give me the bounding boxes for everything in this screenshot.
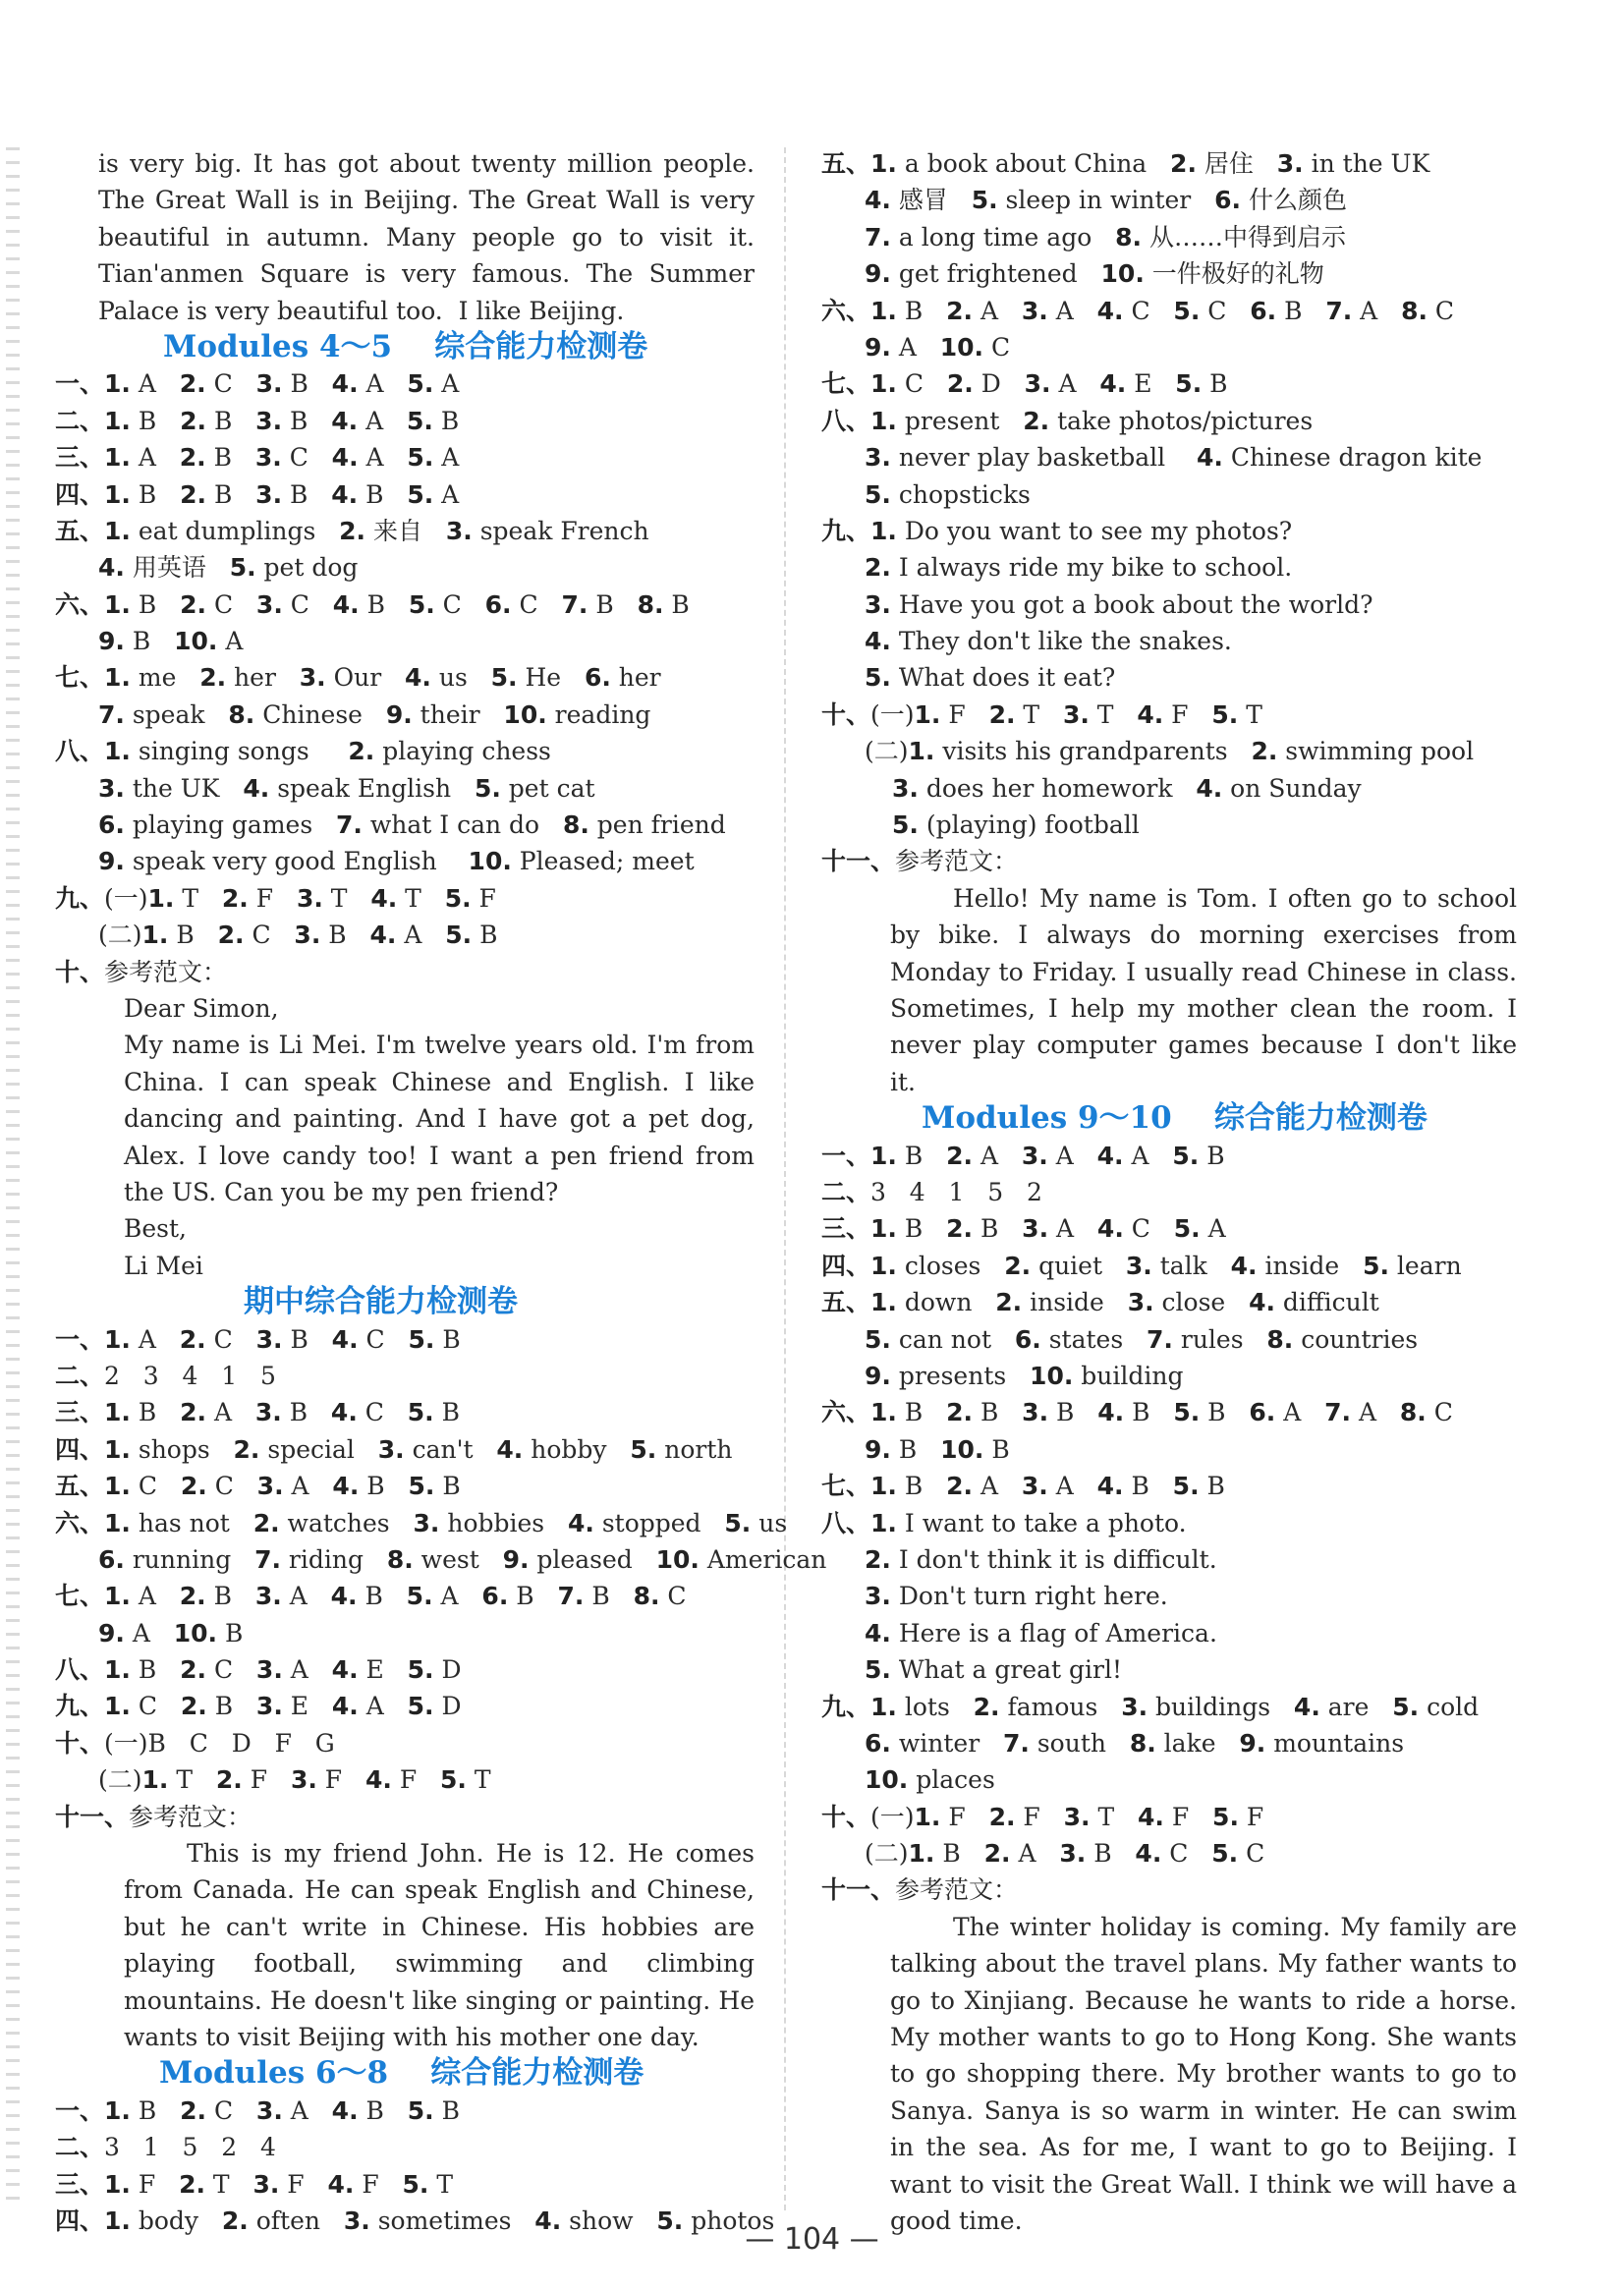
answer-line: 七、1. B 2. A 3. A 4. B 5. B xyxy=(821,1472,1225,1501)
answer-line: 八、1. present 2. take photos/pictures xyxy=(821,406,1314,435)
answer-line: 9. get frightened 10. 一件极好的礼物 xyxy=(865,259,1324,289)
answer-line: 9. speak very good English 10. Pleased; meet xyxy=(98,847,695,876)
answer-line: 五、1. down 2. inside 3. close 4. difficult xyxy=(821,1288,1379,1317)
answer-line: (二)1. B 2. A 3. B 4. C 5. C xyxy=(865,1839,1265,1869)
answer-line: 3. Don't turn right here. xyxy=(865,1582,1168,1611)
answer-line: 八、1. I want to take a photo. xyxy=(821,1508,1187,1537)
answer-line: 二、3 1 5 2 4 xyxy=(55,2133,276,2162)
answer-line: 6. playing games 7. what I can do 8. pen friend xyxy=(98,810,726,840)
answer-line: (二)1. visits his grandparents 2. swimming pool xyxy=(865,737,1475,766)
section-title-midterm: 期中综合能力检测卷 xyxy=(244,1284,518,1320)
answer-line: 三、1. B 2. A 3. B 4. C 5. B xyxy=(55,1398,460,1427)
answer-line: 4. They don't like the snakes. xyxy=(865,627,1232,656)
answer-line: 4. 用英语 5. pet dog xyxy=(98,553,359,583)
answer-line: 9. B 10. A xyxy=(98,627,244,656)
section-title-modules-4-5: Modules 4～5 综合能力检测卷 xyxy=(163,328,648,364)
right-column xyxy=(821,145,1517,2240)
answer-line: 4. 感冒 5. sleep in winter 6. 什么颜色 xyxy=(865,186,1347,215)
answer-line: 六、1. B 2. A 3. A 4. C 5. C 6. B 7. A 8. C xyxy=(821,296,1455,325)
answer-line: 五、1. eat dumplings 2. 来自 3. speak French xyxy=(55,516,649,545)
answer-line: 5. (playing) football xyxy=(892,810,1140,840)
answer-line: 7. speak 8. Chinese 9. their 10. reading xyxy=(98,699,651,729)
answer-line: 三、1. B 2. B 3. A 4. C 5. A xyxy=(821,1214,1226,1244)
answer-line: 八、1. singing songs 2. playing chess xyxy=(55,737,551,766)
modules-6-8-essay: Hello! My name is Tom. I often go to school by bike. I always do morning exercises from Monday to Friday. I usually read Chinese in class. Sometimes, I help my mother clean the room. I never play computer games because I don't like it. xyxy=(890,883,1517,1096)
left-column xyxy=(55,145,827,2239)
answer-line: 二、2 3 4 1 5 xyxy=(55,1361,276,1390)
answer-line: 一、1. B 2. C 3. A 4. B 5. B xyxy=(55,2095,460,2125)
answer-line: 六、1. B 2. B 3. B 4. B 5. B 6. A 7. A 8. C xyxy=(821,1398,1453,1427)
answer-line: 6. running 7. riding 8. west 9. pleased 10. American xyxy=(98,1544,827,1574)
modules-9-10-essay: The winter holiday is coming. My family are talking about the travel plans. My father wants to go to Xinjiang. Because he wants to ride a horse. My mother wants to go to Hong Kong. She wants to go shopping there. My brother wants to go to Sanya. Sanya is so warm in winter. He can swim in the sea. As for me, I want to go to Beijing. I want to visit the Great Wall. I think we will have a good time. xyxy=(890,1912,1517,2236)
answer-line: 十、(一)B C D F G xyxy=(55,1728,335,1758)
answer-line: 六、1. B 2. C 3. C 4. B 5. C 6. C 7. B 8. B xyxy=(55,589,690,619)
answer-line: 五、1. C 2. C 3. A 4. B 5. B xyxy=(55,1472,461,1501)
essay-line: Tian'anmen Square is very famous. The Summer xyxy=(98,259,755,289)
answer-line: 4. Here is a flag of America. xyxy=(865,1618,1217,1648)
section-title-modules-9-10: Modules 9～10 综合能力检测卷 xyxy=(922,1100,1428,1137)
page-number: — 104 — xyxy=(745,2222,879,2257)
answer-line: 3. never play basketball 4. Chinese dragon kite xyxy=(865,443,1483,473)
essay-line: The Great Wall is in Beijing. The Great Wall is very xyxy=(98,186,755,215)
answer-line: 二、3 4 1 5 2 xyxy=(821,1178,1042,1207)
answer-line: 四、1. shops 2. special 3. can't 4. hobby 5. north xyxy=(55,1434,733,1464)
answer-line: 3. Have you got a book about the world? xyxy=(865,589,1373,619)
answer-line: (二)1. T 2. F 3. F 4. F 5. T xyxy=(98,1765,491,1795)
answer-line: 十、(一)1. F 2. F 3. T 4. F 5. F xyxy=(821,1802,1264,1831)
answer-line: 三、1. F 2. T 3. F 4. F 5. T xyxy=(55,2169,454,2199)
page-edge-decoration xyxy=(6,147,20,2210)
answer-line: 5. chopsticks xyxy=(865,479,1031,509)
essay-line: is very big. It has got about twenty million people. xyxy=(98,149,755,178)
column-divider xyxy=(784,147,786,2210)
answer-line: 十、参考范文： xyxy=(55,957,228,986)
answer-line: 6. winter 7. south 8. lake 9. mountains xyxy=(865,1728,1405,1758)
answer-line: 七、1. C 2. D 3. A 4. E 5. B xyxy=(821,369,1228,399)
answer-line: 九、1. lots 2. famous 3. buildings 4. are 5. cold xyxy=(821,1692,1480,1721)
answer-line: 2. I always ride my bike to school. xyxy=(865,553,1293,583)
answer-line: 三、1. A 2. B 3. C 4. A 5. A xyxy=(55,443,460,473)
answer-line: 八、1. B 2. C 3. A 4. E 5. D xyxy=(55,1655,462,1685)
letter-closing: Best, xyxy=(124,1214,187,1244)
answer-line: 九、(一)1. T 2. F 3. T 4. T 5. F xyxy=(55,883,496,913)
answer-line: 5. What does it eat? xyxy=(865,663,1116,693)
answer-line: 2. I don't think it is difficult. xyxy=(865,1544,1217,1574)
answer-line: 四、1. B 2. B 3. B 4. B 5. A xyxy=(55,479,460,509)
answer-line: 一、1. A 2. C 3. B 4. A 5. A xyxy=(55,369,460,399)
answer-line: 7. a long time ago 8. 从……中得到启示 xyxy=(865,222,1346,251)
answer-line: 六、1. has not 2. watches 3. hobbies 4. stopped 5. us xyxy=(55,1508,788,1537)
answer-line: 3. the UK 4. speak English 5. pet cat xyxy=(98,773,595,803)
answer-line: 十一、参考范文： xyxy=(821,847,1019,876)
answer-line: 九、1. C 2. B 3. E 4. A 5. D xyxy=(55,1692,462,1721)
answer-line: 九、1. Do you want to see my photos? xyxy=(821,516,1293,545)
answer-line: 5. can not 6. states 7. rules 8. countries xyxy=(865,1324,1419,1354)
answer-line: 十、(一)1. F 2. T 3. T 4. F 5. T xyxy=(821,699,1262,729)
answer-line: 9. A 10. C xyxy=(865,332,1011,362)
answer-line: 9. presents 10. building xyxy=(865,1361,1184,1390)
answer-line: 四、1. closes 2. quiet 3. talk 4. inside 5. learn xyxy=(821,1251,1462,1280)
answer-line: 3. does her homework 4. on Sunday xyxy=(892,773,1362,803)
answer-line: 四、1. body 2. often 3. sometimes 4. show 5. photos xyxy=(55,2206,775,2236)
answer-line: 一、1. B 2. A 3. A 4. A 5. B xyxy=(821,1141,1225,1170)
answer-line: 五、1. a book about China 2. 居住 3. in the UK xyxy=(821,149,1430,178)
letter-greeting: Dear Simon, xyxy=(124,993,279,1023)
answer-line: 一、1. A 2. C 3. B 4. C 5. B xyxy=(55,1324,461,1354)
answer-line: 9. A 10. B xyxy=(98,1618,244,1648)
letter-body: My name is Li Mei. I'm twelve years old. I'm from China. I can speak Chinese and English. I like dancing and painting. And I have got a pet dog, Alex. I love candy too! I want a pen friend from the US. Can you be my pen friend? xyxy=(124,1031,755,1206)
answer-line: 七、1. me 2. her 3. Our 4. us 5. He 6. her xyxy=(55,663,661,693)
answer-line: 七、1. A 2. B 3. A 4. B 5. A 6. B 7. B 8. C xyxy=(55,1582,687,1611)
essay-line: Palace is very beautiful too. I like Beijing. xyxy=(98,296,625,325)
answer-line: 十一、参考范文： xyxy=(821,1875,1019,1905)
answer-line: 5. What a great girl! xyxy=(865,1655,1123,1685)
answer-line: 十一、参考范文： xyxy=(55,1802,252,1831)
answer-line: (二)1. B 2. C 3. B 4. A 5. B xyxy=(98,921,498,950)
letter-signature: Li Mei xyxy=(124,1251,203,1280)
answer-line: 二、1. B 2. B 3. B 4. A 5. B xyxy=(55,406,460,435)
answer-line: 10. places xyxy=(865,1765,995,1795)
essay-line: beautiful in autumn. Many people go to visit it. xyxy=(98,222,755,251)
midterm-essay: This is my friend John. He is 12. He comes from Canada. He can speak English and Chinese, but he can't write in Chinese. His hobbies are playing football, swimming and climbing mountains. He doesn't like singing or painting. He wants to visit Beijing with his mother one day. xyxy=(124,1839,755,2052)
section-title-modules-6-8: Modules 6～8 综合能力检测卷 xyxy=(159,2055,644,2092)
answer-line: 9. B 10. B xyxy=(865,1434,1010,1464)
